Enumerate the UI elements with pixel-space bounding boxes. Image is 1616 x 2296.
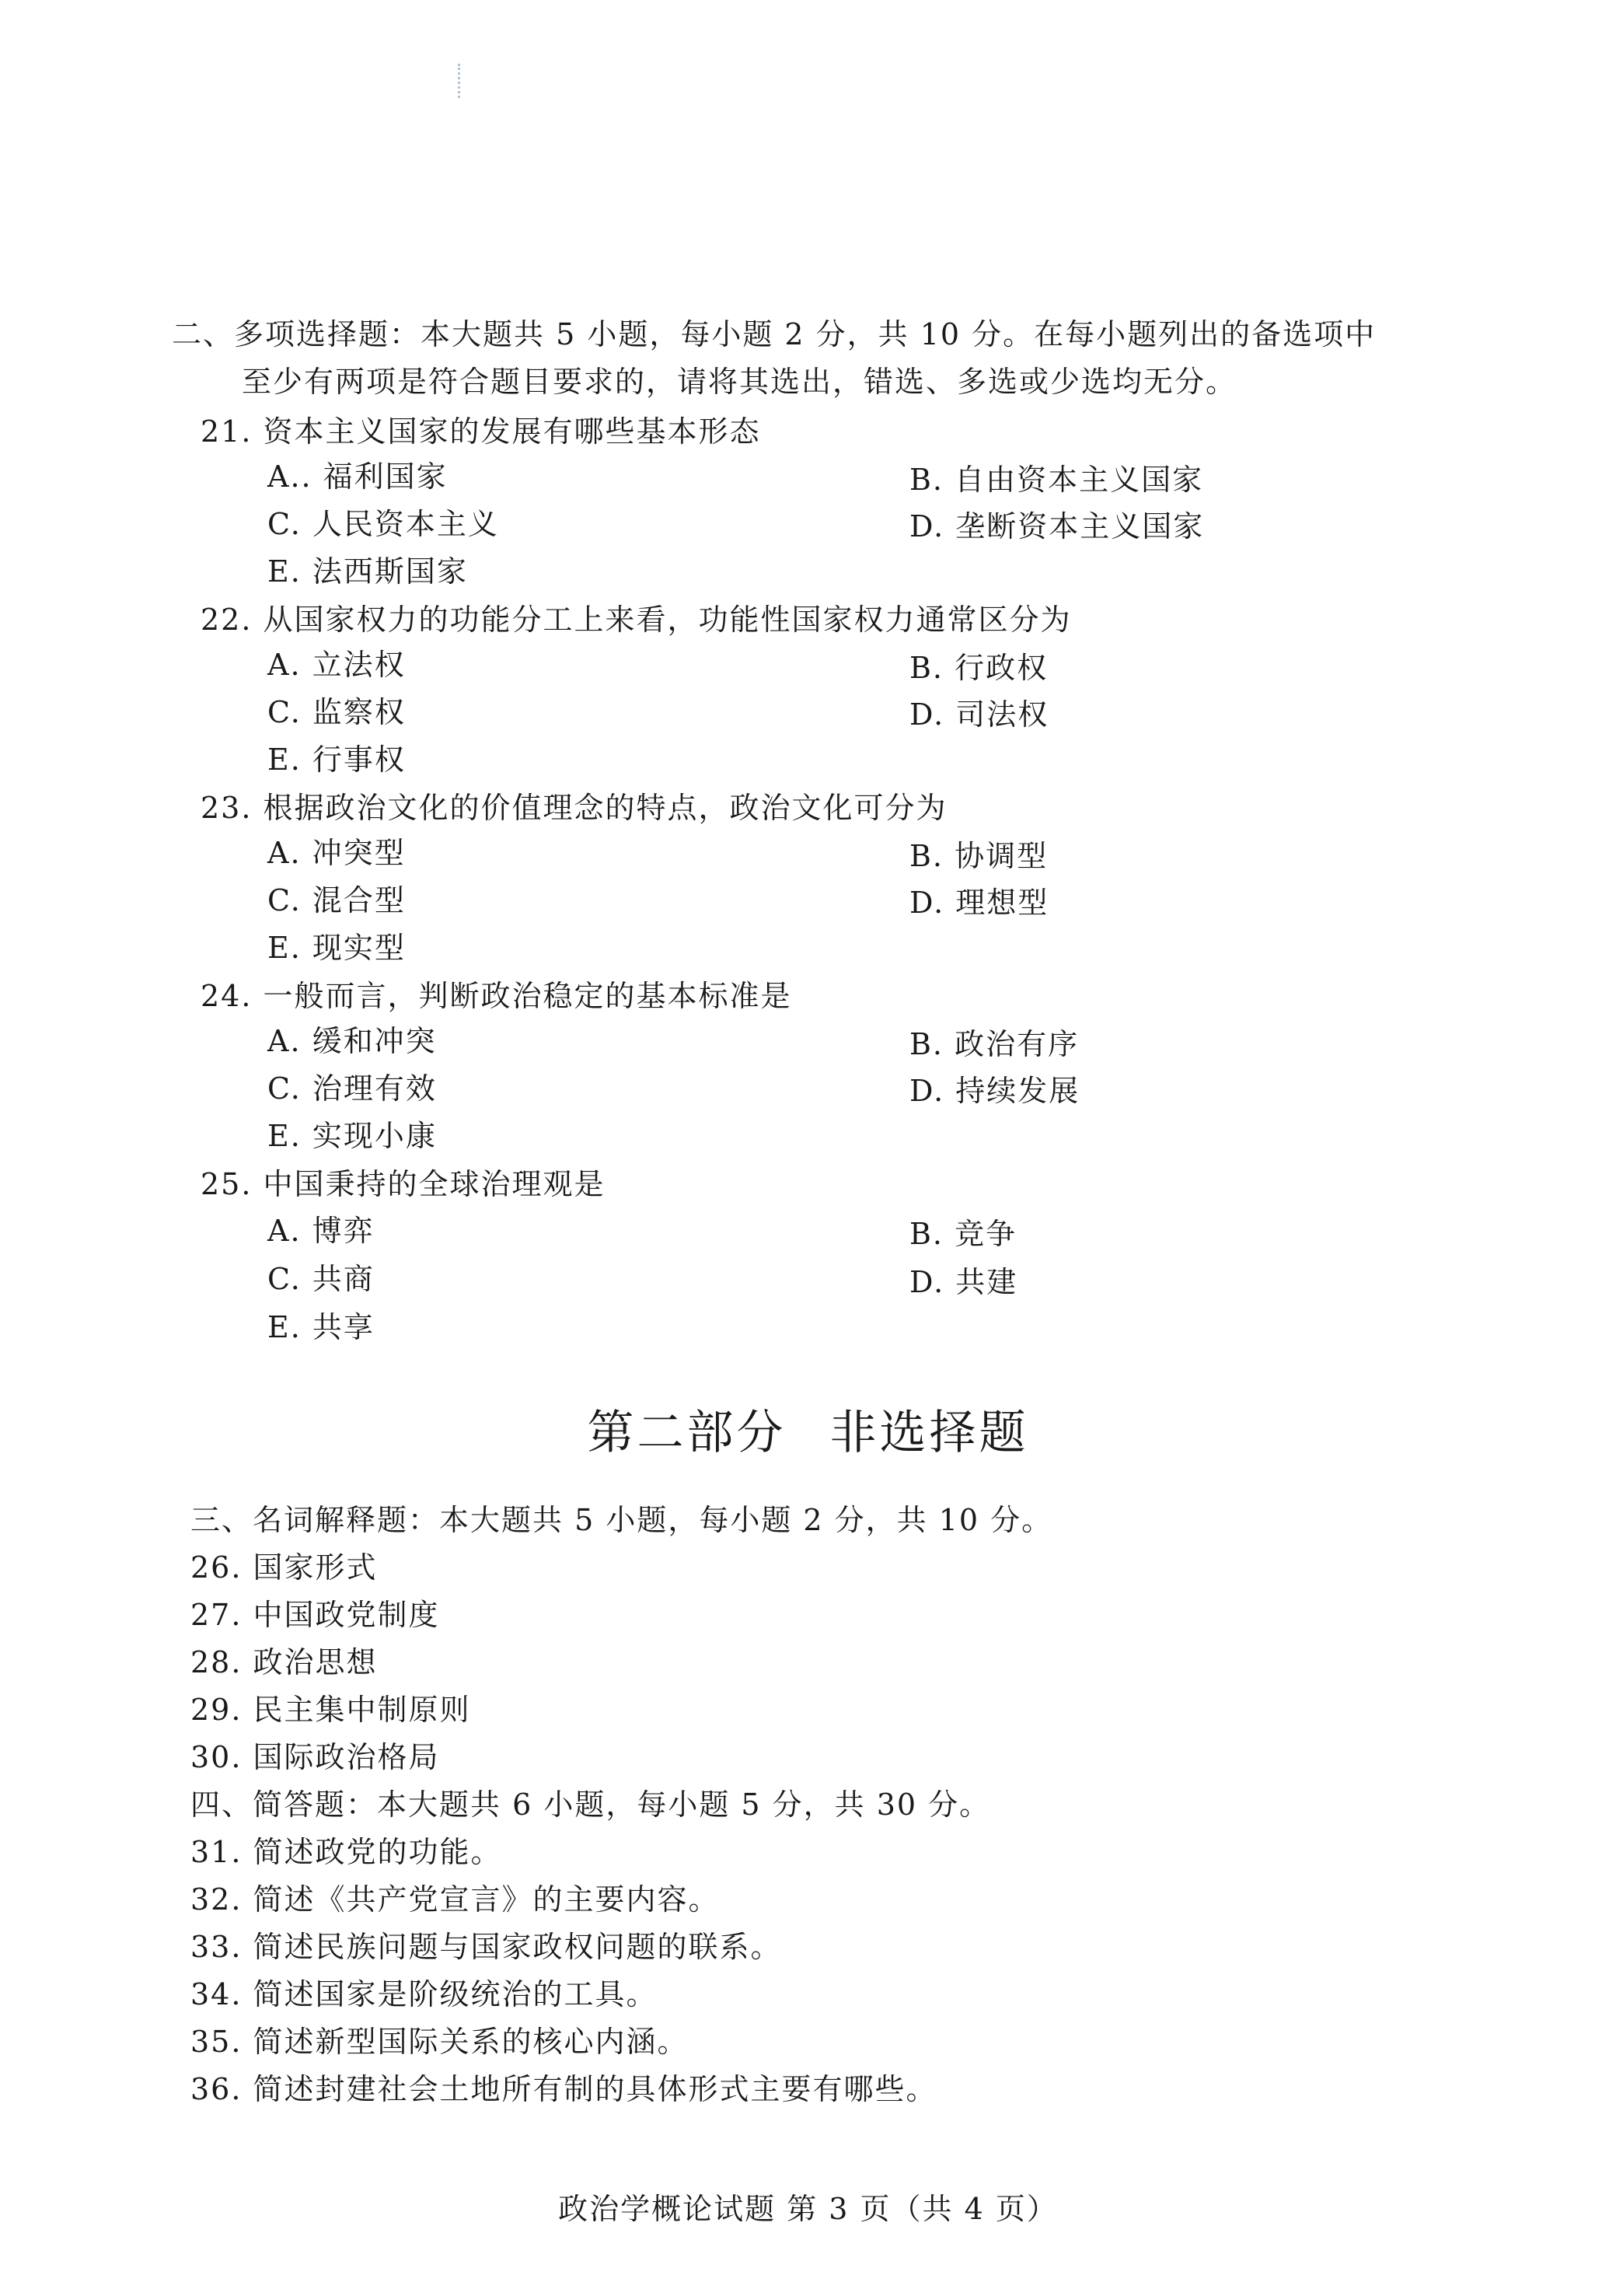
q23-option-a: A. 冲突型 xyxy=(267,836,406,870)
scan-artifact xyxy=(458,64,465,98)
short-answer-33: 33. 简述民族问题与国家政权问题的联系。 xyxy=(190,1930,782,1964)
q23-option-d: D. 理想型 xyxy=(909,886,1049,920)
section4-header: 四、简答题：本大题共 6 小题，每小题 5 分，共 30 分。 xyxy=(190,1788,991,1822)
short-answer-35: 35. 简述新型国际关系的核心内涵。 xyxy=(190,2025,689,2059)
q25-option-e: E. 共享 xyxy=(267,1310,375,1344)
short-answer-34: 34. 简述国家是阶级统治的工具。 xyxy=(190,1977,658,2011)
q23-option-b: B. 协调型 xyxy=(909,839,1049,873)
q21-option-e: E. 法西斯国家 xyxy=(267,554,468,589)
q24-option-b: B. 政治有序 xyxy=(909,1027,1080,1061)
q24-option-c: C. 治理有效 xyxy=(267,1071,437,1106)
q21-option-b: B. 自由资本主义国家 xyxy=(909,463,1204,497)
q22-option-e: E. 行事权 xyxy=(267,743,406,777)
section2-header-line1: 二、多项选择题：本大题共 5 小题，每小题 2 分，共 10 分。在每小题列出的备选项中 xyxy=(172,317,1377,351)
term-item-26: 26. 国家形式 xyxy=(190,1550,378,1585)
term-item-30: 30. 国际政治格局 xyxy=(190,1740,440,1774)
question-21-stem: 21. 资本主义国家的发展有哪些基本形态 xyxy=(201,414,761,449)
question-24-stem: 24. 一般而言，判断政治稳定的基本标准是 xyxy=(201,979,792,1013)
q22-option-d: D. 司法权 xyxy=(909,697,1049,732)
question-25-stem: 25. 中国秉持的全球治理观是 xyxy=(201,1167,606,1201)
q22-option-c: C. 监察权 xyxy=(267,695,406,729)
q25-option-a: A. 博弈 xyxy=(267,1214,375,1248)
q21-option-a: A.. 福利国家 xyxy=(267,460,448,494)
part2-title xyxy=(0,1403,1616,1463)
term-item-29: 29. 民主集中制原则 xyxy=(190,1693,471,1727)
q25-option-d: D. 共建 xyxy=(909,1265,1018,1299)
question-23-stem: 23. 根据政治文化的价值理念的特点，政治文化可分为 xyxy=(201,791,948,825)
section2-header-line2: 至少有两项是符合题目要求的，请将其选出，错选、多选或少选均无分。 xyxy=(242,365,1237,399)
page-footer: 政治学概论试题 第 3 页（共 4 页） xyxy=(558,2192,1058,2226)
q24-option-a: A. 缓和冲突 xyxy=(267,1024,437,1058)
q24-option-d: D. 持续发展 xyxy=(909,1074,1080,1108)
q24-option-e: E. 实现小康 xyxy=(267,1119,437,1153)
part2-title-b: 非选择题 xyxy=(829,1406,1029,1460)
q22-option-a: A. 立法权 xyxy=(267,648,406,682)
section3-header: 三、名词解释题：本大题共 5 小题，每小题 2 分，共 10 分。 xyxy=(190,1503,1053,1537)
q21-option-c: C. 人民资本主义 xyxy=(267,507,499,541)
term-item-27: 27. 中国政党制度 xyxy=(190,1598,440,1632)
term-item-28: 28. 政治思想 xyxy=(190,1645,378,1679)
question-22-stem: 22. 从国家权力的功能分工上来看，功能性国家权力通常区分为 xyxy=(201,603,1072,637)
q25-option-c: C. 共商 xyxy=(267,1262,375,1296)
part2-title-a: 第二部分 xyxy=(587,1406,787,1460)
q23-option-c: C. 混合型 xyxy=(267,883,406,917)
short-answer-32: 32. 简述《共产党宣言》的主要内容。 xyxy=(190,1882,720,1917)
q25-option-b: B. 竞争 xyxy=(909,1217,1017,1251)
short-answer-36: 36. 简述封建社会土地所有制的具体形式主要有哪些。 xyxy=(190,2072,937,2106)
q23-option-e: E. 现实型 xyxy=(267,931,406,965)
q22-option-b: B. 行政权 xyxy=(909,651,1049,685)
short-answer-31: 31. 简述政党的功能。 xyxy=(190,1835,502,1869)
q21-option-d: D. 垄断资本主义国家 xyxy=(909,509,1205,543)
